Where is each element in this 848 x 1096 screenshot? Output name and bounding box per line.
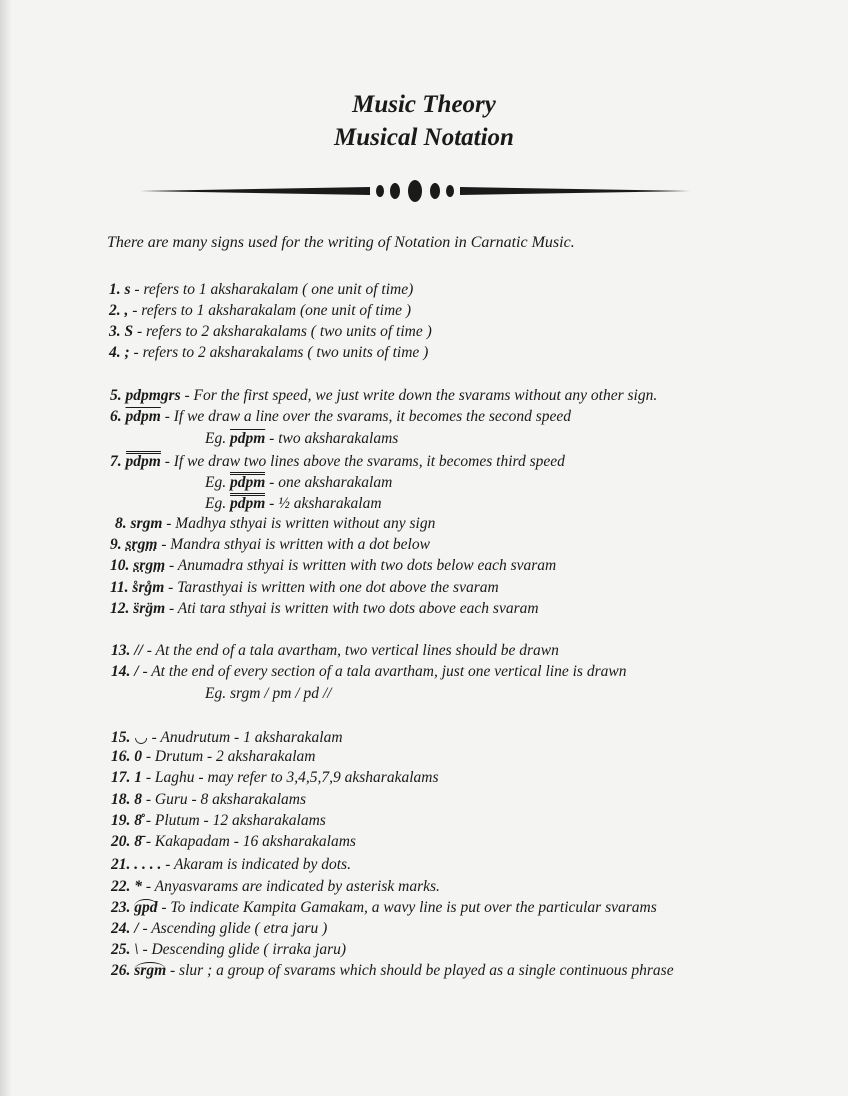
item-description: - Madhya sthyai is written without any sign [162, 515, 436, 532]
item-symbol: 15. ◡ [111, 729, 148, 746]
item-description: - Drutum - 2 aksharakalam [142, 748, 316, 765]
item-symbol: s̊rg̊m [132, 579, 165, 596]
item-example-prefix: Eg. [205, 430, 230, 447]
notation-item [109, 344, 428, 362]
item-symbol: 17. 1 [111, 769, 142, 786]
item-symbol: 16. 0 [111, 748, 142, 765]
item-description: - For the first speed, we just write down the svarams without any other sign. [180, 387, 658, 404]
intro-text: There are many signs used for the writing of Notation in Carnatic Music. [107, 234, 575, 251]
item-description: - Descending glide ( irraka jaru) [138, 941, 347, 958]
item-symbol: 18. 8 [111, 791, 142, 808]
item-symbol: srgm [133, 557, 166, 574]
notation-item [109, 281, 413, 299]
item-symbol: 25. \ [111, 941, 139, 958]
item-symbol: 13. // [111, 642, 143, 659]
notation-item [205, 493, 382, 513]
item-description: - Laghu - may refer to 3,4,5,7,9 aksharakalams [142, 769, 439, 786]
item-symbol: pdpm [229, 495, 266, 512]
item-number: 12. [110, 600, 134, 617]
page-edge [0, 0, 12, 1096]
item-description: - To indicate Kampita Gamakam, a wavy line is put over the particular svarams [157, 899, 657, 916]
item-symbol: 21. . . . . [111, 856, 162, 873]
item-number: 23. [111, 899, 135, 916]
item-example-prefix: Eg. srgm / pm / pd // [205, 685, 332, 702]
notation-item [111, 791, 306, 809]
notation-item [111, 833, 356, 851]
item-symbol: 14. / [111, 663, 139, 680]
item-symbol: pdpm [125, 408, 161, 425]
item-description: - Anudrutum - 1 aksharakalam [147, 729, 343, 746]
notation-item [111, 663, 626, 681]
item-description: - At the end of a tala avartham, two vertical lines should be drawn [142, 642, 559, 659]
item-description: - Kakapadam - 16 aksharakalams [142, 833, 356, 850]
notation-item [111, 856, 351, 874]
notation-item [110, 408, 571, 426]
notation-item [110, 387, 657, 405]
notation-item [111, 899, 657, 917]
item-description: - slur ; a group of svarams which should be played as a single continuous phrase [166, 962, 674, 979]
item-number: 10. [110, 557, 134, 574]
item-description: - Mandra sthyai is written with a dot below [157, 536, 430, 553]
item-description: - refers to 2 aksharakalams ( two units of time ) [129, 344, 429, 361]
item-description: - Anyasvarams are indicated by asterisk marks. [142, 878, 440, 895]
item-description: - refers to 2 aksharakalams ( two units of time ) [133, 323, 432, 340]
item-description: - If we draw a line over the svarams, it becomes the second speed [160, 408, 572, 425]
item-symbol: 20. 8̄ [111, 833, 142, 850]
notation-item [115, 515, 435, 533]
item-number: 7. [110, 453, 126, 470]
item-description: - If we draw two lines above the svarams, it becomes third speed [160, 453, 565, 470]
notation-item [109, 302, 411, 320]
notation-item [111, 878, 440, 896]
item-description: - one aksharakalam [265, 474, 393, 491]
notation-item [111, 812, 326, 830]
item-description: - ½ aksharakalam [265, 495, 382, 512]
notation-item [111, 941, 346, 959]
notation-item [110, 579, 499, 597]
item-example-prefix: Eg. [205, 474, 230, 491]
item-description: - Plutum - 12 aksharakalams [142, 812, 326, 829]
notation-item [110, 557, 556, 575]
item-number: 9. [110, 536, 126, 553]
item-description: - Ati tara sthyai is written with two dots above each svaram [165, 600, 539, 617]
item-description: - two aksharakalams [265, 430, 399, 447]
title-block [0, 88, 848, 154]
item-description: - At the end of every section of a tala avartham, just one vertical line is drawn [138, 663, 627, 680]
item-description: - refers to 1 aksharakalam ( one unit of time) [130, 281, 414, 298]
notation-item [205, 472, 392, 492]
item-symbol: 22. * [111, 878, 142, 895]
item-number: 26. [111, 962, 135, 979]
item-symbol: 19. 8̊ [111, 812, 142, 829]
item-description: - Anumadra sthyai is written with two dots below each svaram [165, 557, 557, 574]
page-title: Music Theory [352, 91, 496, 118]
notation-item [110, 536, 430, 554]
item-number: 6. [110, 408, 126, 425]
item-symbol: 24. / [111, 920, 139, 937]
item-symbol: pdpm [229, 430, 266, 447]
item-symbol: s̈rg̈m [133, 600, 166, 617]
item-symbol: 8. srgm [115, 515, 163, 532]
notation-item [111, 920, 327, 938]
item-symbol: srgm [125, 536, 158, 553]
notation-item [110, 451, 565, 471]
page-subtitle: Musical Notation [334, 124, 514, 151]
item-description: - Tarasthyai is written with one dot above the svaram [164, 579, 499, 596]
item-description: - Ascending glide ( etra jaru ) [138, 920, 328, 937]
item-symbol: 3. S [109, 323, 134, 340]
item-symbol: gpd [134, 899, 158, 916]
item-symbol: 1. s [109, 281, 131, 298]
ornament-divider [140, 176, 690, 206]
item-example-prefix: Eg. [205, 495, 230, 512]
notation-item [111, 642, 559, 660]
notation-item [110, 600, 539, 618]
notation-item [205, 685, 331, 703]
item-symbol: 5. pdpmgrs [110, 387, 181, 404]
item-description: - Guru - 8 aksharakalams [142, 791, 307, 808]
notation-item [111, 727, 343, 747]
notation-item [111, 748, 316, 766]
item-symbol: 2. , [109, 302, 129, 319]
item-number: 11. [110, 579, 133, 596]
notation-item [109, 323, 432, 341]
item-symbol: 4. ; [109, 344, 130, 361]
item-symbol: srgm [134, 962, 167, 979]
notation-item [205, 430, 398, 448]
notation-item [111, 769, 438, 787]
item-description: - Akaram is indicated by dots. [161, 856, 351, 873]
item-symbol: pdpm [125, 453, 161, 470]
item-symbol: pdpm [229, 474, 266, 491]
item-description: - refers to 1 aksharakalam (one unit of time ) [128, 302, 412, 319]
notation-item [111, 962, 674, 980]
